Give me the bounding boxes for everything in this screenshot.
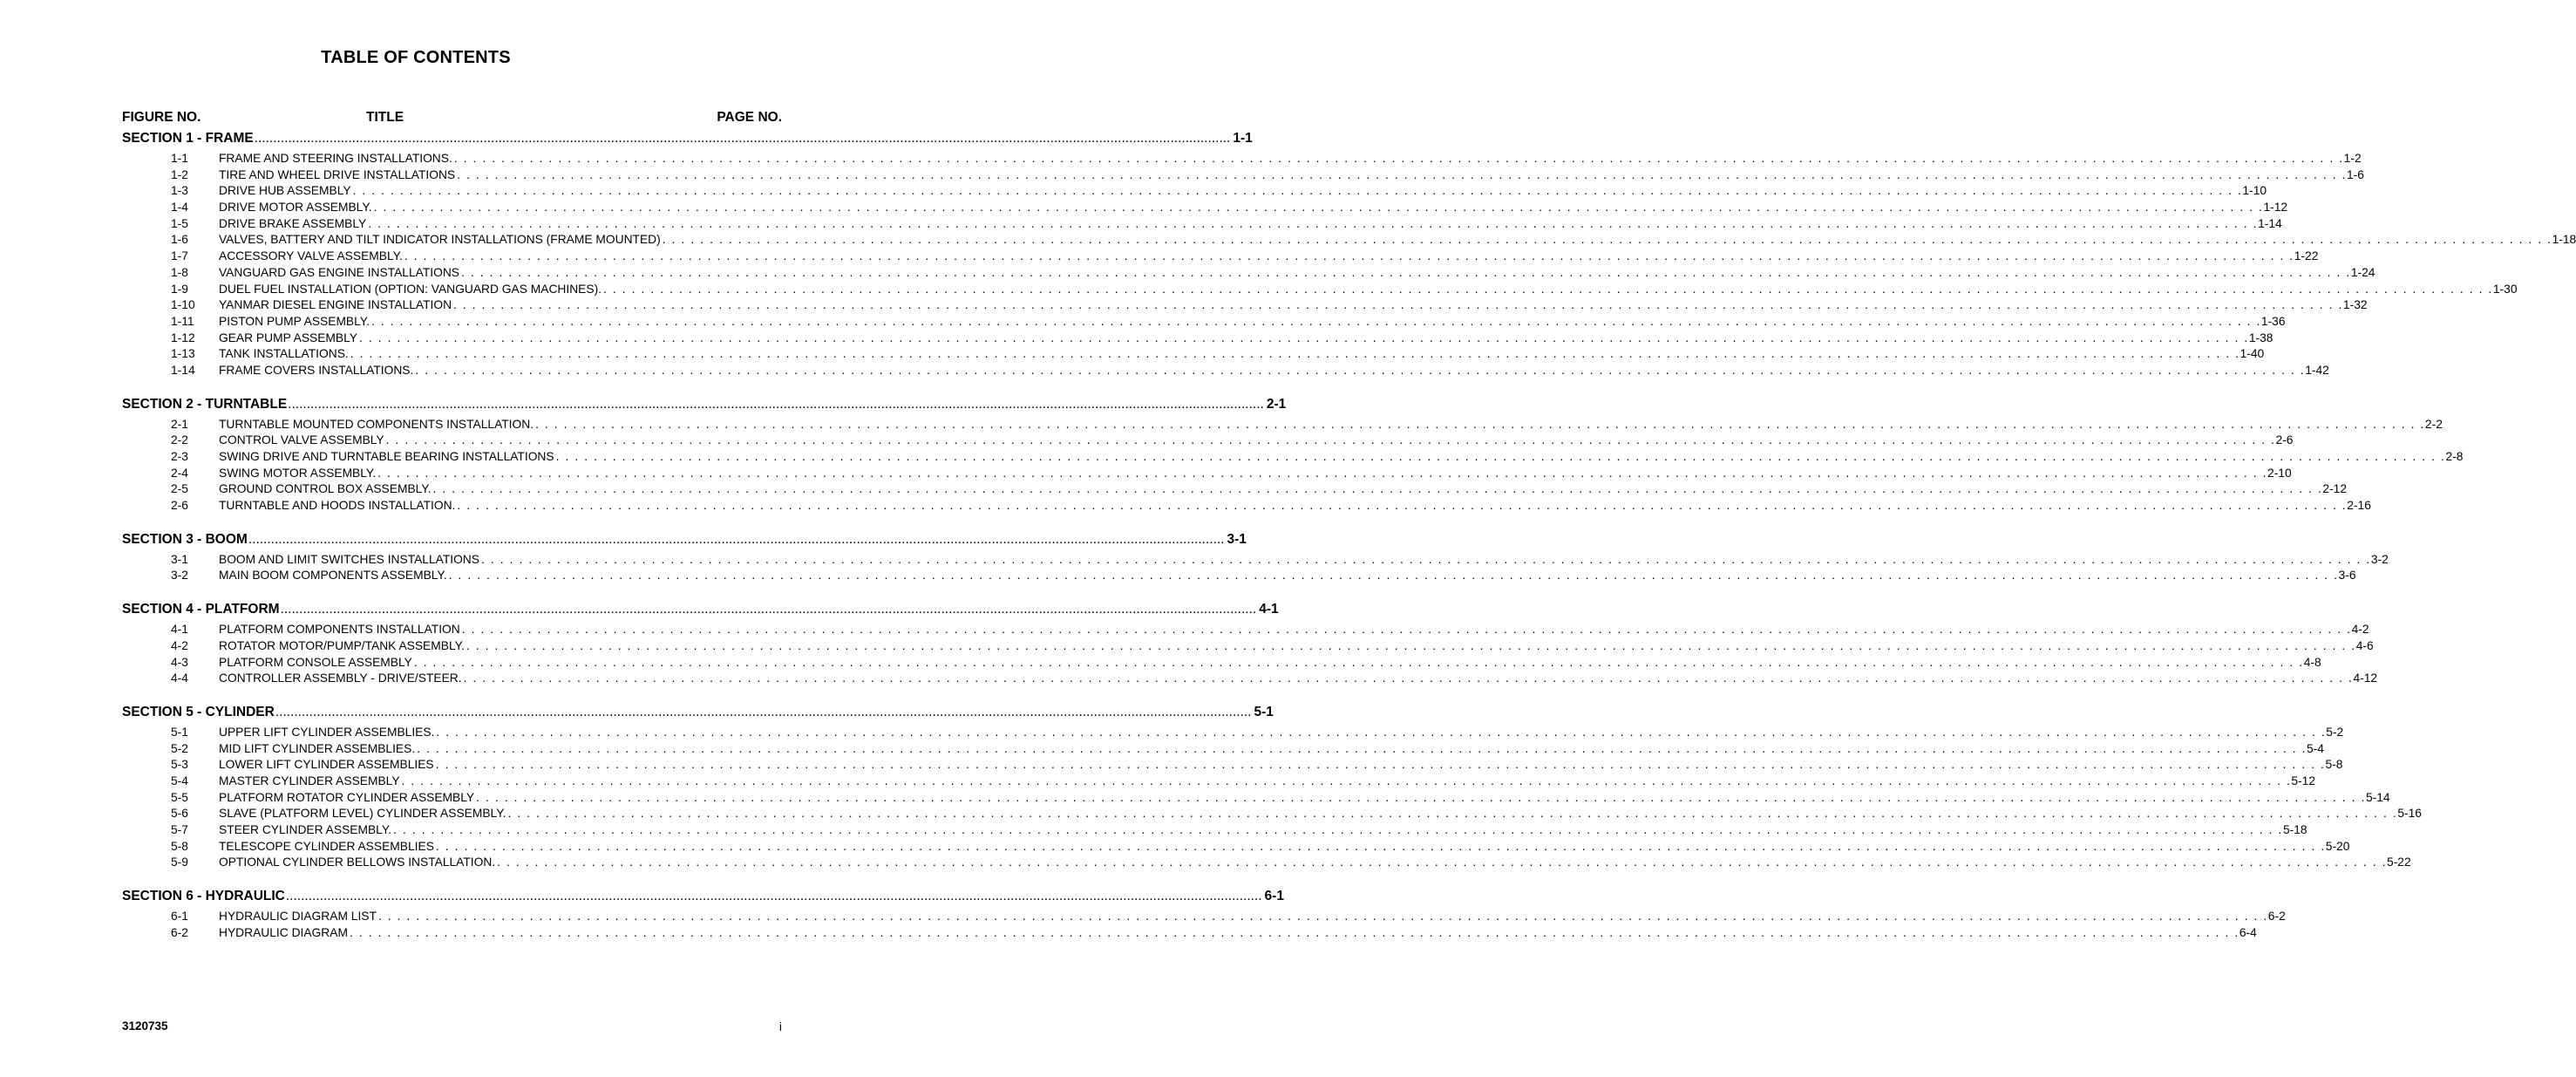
figure-title: MID LIFT CYLINDER ASSEMBLIES. [219, 741, 416, 755]
dot-leader: . . . . . . . . . . . . . . . . . . . . . . . . . . . . . . . . . . . . . . . . . . . . . . . . . . . . . . . . . . . . . . . . . . . . . . . . . . . . . . . . . . . . . . . . . . . . . . . . . . . . . . . . . . . . . . . . . . . . . . . . . . . . . . . . . . . . . . . . . . . . . . . . . . . . . . . . . . . . . . . . . . . . . . . . . . . . . . . . . . . . . . . . . . . . . . . . . . . . . . . . [436, 725, 2327, 739]
toc-entry[interactable] [171, 655, 2321, 671]
dot-leader: .................................................................................................................................................................................................................................................................... [285, 889, 1262, 904]
toc-entry[interactable] [171, 346, 2265, 363]
toc-entry[interactable] [171, 151, 2362, 167]
figure-page: 1-6 [2347, 167, 2364, 181]
section-heading[interactable] [122, 395, 1287, 414]
figure-title: CONTROL VALVE ASSEMBLY [219, 433, 384, 447]
dot-leader: .................................................................................................................................................................................................................................................................... [288, 396, 1264, 412]
figure-number: 1-14 [171, 363, 195, 377]
figure-title: PLATFORM CONSOLE ASSEMBLY [219, 655, 412, 669]
figure-title: UPPER LIFT CYLINDER ASSEMBLIES. [219, 725, 435, 739]
figure-page: 3-2 [2370, 552, 2389, 566]
figure-number: 1-8 [171, 265, 188, 279]
figure-title: CONTROLLER ASSEMBLY - DRIVE/STEER. [219, 671, 462, 685]
figure-page: 3-6 [2338, 569, 2356, 583]
dot-leader: . . . . . . . . . . . . . . . . . . . . . . . . . . . . . . . . . . . . . . . . . . . . . . . . . . . . . . . . . . . . . . . . . . . . . . . . . . . . . . . . . . . . . . . . . . . . . . . . . . . . . . . . . . . . . . . . . . . . . . . . . . . . . . . . . . . . . . . . . . . . . . . . . . . . . . . . . . . . . . . . . . . . . . . . . . . . . . . . . . . . . . . . . . . . . . . . . . . . . . . . [417, 741, 2308, 755]
section-page: 4-1 [1259, 602, 1279, 617]
section-heading[interactable] [122, 887, 1284, 906]
toc-entry[interactable] [171, 297, 2368, 314]
toc-entry[interactable] [171, 265, 2375, 282]
toc-section [122, 703, 2422, 871]
dot-leader: . . . . . . . . . . . . . . . . . . . . . . . . . . . . . . . . . . . . . . . . . . . . . . . . . . . . . . . . . . . . . . . . . . . . . . . . . . . . . . . . . . . . . . . . . . . . . . . . . . . . . . . . . . . . . . . . . . . . . . . . . . . . . . . . . . . . . . . . . . . . . . . . . . . . . . . . . . . . . . . . . . . . . . . . . . . . . . . . . . . . . . . . . . . . . . . . . . . . . . . . [393, 823, 2283, 836]
section-title: SECTION 4 - PLATFORM [122, 602, 280, 617]
dot-leader: . . . . . . . . . . . . . . . . . . . . . . . . . . . . . . . . . . . . . . . . . . . . . . . . . . . . . . . . . . . . . . . . . . . . . . . . . . . . . . . . . . . . . . . . . . . . . . . . . . . . . . . . . . . . . . . . . . . . . . . . . . . . . . . . . . . . . . . . . . . . . . . . . . . . . . . . . . . . . . . . . . . . . . . . . . . . . . . . . . . . . . . . . . . . . . . . . . . . . . . . [480, 552, 2371, 566]
figure-title: YANMAR DIESEL ENGINE INSTALLATION [219, 298, 452, 312]
figure-page: 1-10 [2242, 184, 2267, 198]
figure-number: 2-1 [171, 417, 188, 431]
dot-leader: . . . . . . . . . . . . . . . . . . . . . . . . . . . . . . . . . . . . . . . . . . . . . . . . . . . . . . . . . . . . . . . . . . . . . . . . . . . . . . . . . . . . . . . . . . . . . . . . . . . . . . . . . . . . . . . . . . . . . . . . . . . . . . . . . . . . . . . . . . . . . . . . . . . . . . . . . . . . . . . . . . . . . . . . . . . . . . . . . . . . . . . . . . . . . . . . . . . . . . . . [432, 482, 2323, 496]
figure-page: 1-38 [2248, 331, 2274, 344]
figure-page: 4-6 [2355, 638, 2374, 652]
toc-section [122, 887, 2286, 941]
figure-number: 1-10 [171, 298, 195, 312]
figure-page: 1-30 [2492, 282, 2518, 296]
figure-title: LOWER LIFT CYLINDER ASSEMBLIES [219, 758, 434, 772]
figure-title: FRAME COVERS INSTALLATIONS. [219, 363, 414, 377]
figure-page: 1-14 [2258, 216, 2282, 230]
figure-number: 1-9 [171, 282, 188, 296]
section-title: SECTION 3 - BOOM [122, 531, 248, 547]
figure-number: 2-4 [171, 466, 188, 480]
figure-title: FRAME AND STEERING INSTALLATIONS. [219, 152, 452, 165]
dot-leader: . . . . . . . . . . . . . . . . . . . . . . . . . . . . . . . . . . . . . . . . . . . . . . . . . . . . . . . . . . . . . . . . . . . . . . . . . . . . . . . . . . . . . . . . . . . . . . . . . . . . . . . . . . . . . . . . . . . . . . . . . . . . . . . . . . . . . . . . . . . . . . . . . . . . . . . . . . . . . . . . . . . . . . . . . . . . . . . . . . . . . . . . . . . . . . . . . . . . . . . . [415, 363, 2306, 377]
dot-leader: . . . . . . . . . . . . . . . . . . . . . . . . . . . . . . . . . . . . . . . . . . . . . . . . . . . . . . . . . . . . . . . . . . . . . . . . . . . . . . . . . . . . . . . . . . . . . . . . . . . . . . . . . . . . . . . . . . . . . . . . . . . . . . . . . . . . . . . . . . . . . . . . . . . . . . . . . . . . . . . . . . . . . . . . . . . . . . . . . . . . . . . . . . . . . . . . . . . . . . . . [435, 839, 2326, 853]
figure-number: 1-6 [171, 233, 188, 247]
dot-leader: . . . . . . . . . . . . . . . . . . . . . . . . . . . . . . . . . . . . . . . . . . . . . . . . . . . . . . . . . . . . . . . . . . . . . . . . . . . . . . . . . . . . . . . . . . . . . . . . . . . . . . . . . . . . . . . . . . . . . . . . . . . . . . . . . . . . . . . . . . . . . . . . . . . . . . . . . . . . . . . . . . . . . . . . . . . . . . . . . . . . . . . . . . . . . . . . . . . . . . . . [404, 249, 2294, 263]
figure-number: 1-2 [171, 167, 188, 181]
dot-leader: . . . . . . . . . . . . . . . . . . . . . . . . . . . . . . . . . . . . . . . . . . . . . . . . . . . . . . . . . . . . . . . . . . . . . . . . . . . . . . . . . . . . . . . . . . . . . . . . . . . . . . . . . . . . . . . . . . . . . . . . . . . . . . . . . . . . . . . . . . . . . . . . . . . . . . . . . . . . . . . . . . . . . . . . . . . . . . . . . . . . . . . . . . . . . . . . . . . . . . . . [368, 216, 2259, 230]
dot-leader: . . . . . . . . . . . . . . . . . . . . . . . . . . . . . . . . . . . . . . . . . . . . . . . . . . . . . . . . . . . . . . . . . . . . . . . . . . . . . . . . . . . . . . . . . . . . . . . . . . . . . . . . . . . . . . . . . . . . . . . . . . . . . . . . . . . . . . . . . . . . . . . . . . . . . . . . . . . . . . . . . . . . . . . . . . . . . . . . . . . . . . . . . . . . . . . . . . . . . . . . [435, 758, 2326, 772]
dot-leader: . . . . . . . . . . . . . . . . . . . . . . . . . . . . . . . . . . . . . . . . . . . . . . . . . . . . . . . . . . . . . . . . . . . . . . . . . . . . . . . . . . . . . . . . . . . . . . . . . . . . . . . . . . . . . . . . . . . . . . . . . . . . . . . . . . . . . . . . . . . . . . . . . . . . . . . . . . . . . . . . . . . . . . . . . . . . . . . . . . . . . . . . . . . . . . . . . . . . . . . . [371, 314, 2261, 328]
figure-title: MASTER CYLINDER ASSEMBLY [219, 774, 400, 787]
section-title: SECTION 2 - TURNTABLE [122, 396, 288, 412]
toc-section [122, 129, 2576, 379]
figure-page: 2-16 [2347, 499, 2371, 513]
figure-page: 4-2 [2351, 623, 2369, 637]
toc-entry[interactable] [171, 363, 2329, 379]
toc-entry[interactable] [171, 466, 2292, 482]
toc-entry[interactable] [171, 216, 2282, 233]
figure-page: 1-36 [2260, 314, 2286, 328]
figure-title: SWING MOTOR ASSEMBLY. [219, 466, 377, 480]
figure-number: 1-4 [171, 201, 188, 215]
figure-number: 1-11 [171, 314, 194, 328]
dot-leader: . . . . . . . . . . . . . . . . . . . . . . . . . . . . . . . . . . . . . . . . . . . . . . . . . . . . . . . . . . . . . . . . . . . . . . . . . . . . . . . . . . . . . . . . . . . . . . . . . . . . . . . . . . . . . . . . . . . . . . . . . . . . . . . . . . . . . . . . . . . . . . . . . . . . . . . . . . . . . . . . . . . . . . . . . . . . . . . . . . . . . . . . . . . . . . . . . . . . . . . . [476, 790, 2366, 804]
figure-page: 5-14 [2365, 790, 2390, 804]
document-number: 3120735 [122, 1019, 168, 1033]
figure-page: 2-8 [2445, 450, 2464, 463]
figure-number: 5-5 [171, 790, 188, 804]
figure-number: 1-1 [171, 152, 188, 165]
figure-page: 5-2 [2326, 725, 2344, 739]
figure-title: ACCESSORY VALVE ASSEMBLY. [219, 249, 403, 263]
figure-title: DRIVE HUB ASSEMBLY [219, 184, 351, 198]
figure-number: 4-2 [171, 638, 188, 652]
figure-number: 5-9 [171, 855, 188, 869]
section-heading[interactable] [122, 703, 1274, 722]
section-heading[interactable] [122, 530, 1247, 549]
toc-entry[interactable] [171, 855, 2411, 871]
toc-entry[interactable] [171, 925, 2257, 942]
figure-page: 1-42 [2305, 363, 2329, 377]
figure-number: 1-12 [171, 331, 195, 344]
figure-page: 4-8 [2303, 655, 2321, 669]
dot-leader: . . . . . . . . . . . . . . . . . . . . . . . . . . . . . . . . . . . . . . . . . . . . . . . . . . . . . . . . . . . . . . . . . . . . . . . . . . . . . . . . . . . . . . . . . . . . . . . . . . . . . . . . . . . . . . . . . . . . . . . . . . . . . . . . . . . . . . . . . . . . . . . . . . . . . . . . . . . . . . . . . . . . . . . . . . . . . . . . . . . . . . . . . . . . . . . . . . . . . . . . [603, 282, 2493, 296]
figure-title: DRIVE MOTOR ASSEMBLY. [219, 201, 372, 215]
page-no-header: PAGE NO. [717, 110, 782, 125]
dot-leader: . . . . . . . . . . . . . . . . . . . . . . . . . . . . . . . . . . . . . . . . . . . . . . . . . . . . . . . . . . . . . . . . . . . . . . . . . . . . . . . . . . . . . . . . . . . . . . . . . . . . . . . . . . . . . . . . . . . . . . . . . . . . . . . . . . . . . . . . . . . . . . . . . . . . . . . . . . . . . . . . . . . . . . . . . . . . . . . . . . . . . . . . . . . . . . . . . . . . . . . . [377, 910, 2268, 924]
figure-page: 5-16 [2397, 807, 2422, 821]
dot-leader: .................................................................................................................................................................................................................................................................... [254, 131, 1231, 146]
figure-number: 4-4 [171, 671, 188, 685]
section-page: 2-1 [1266, 396, 1287, 412]
dot-leader: .................................................................................................................................................................................................................................................................... [275, 704, 1252, 719]
figure-page: 2-6 [2275, 433, 2294, 447]
figure-page: 1-18 [2552, 233, 2576, 247]
dot-leader: . . . . . . . . . . . . . . . . . . . . . . . . . . . . . . . . . . . . . . . . . . . . . . . . . . . . . . . . . . . . . . . . . . . . . . . . . . . . . . . . . . . . . . . . . . . . . . . . . . . . . . . . . . . . . . . . . . . . . . . . . . . . . . . . . . . . . . . . . . . . . . . . . . . . . . . . . . . . . . . . . . . . . . . . . . . . . . . . . . . . . . . . . . . . . . . . . . . . . . . . [662, 233, 2552, 247]
section-title: SECTION 1 - FRAME [122, 131, 254, 146]
dot-leader: . . . . . . . . . . . . . . . . . . . . . . . . . . . . . . . . . . . . . . . . . . . . . . . . . . . . . . . . . . . . . . . . . . . . . . . . . . . . . . . . . . . . . . . . . . . . . . . . . . . . . . . . . . . . . . . . . . . . . . . . . . . . . . . . . . . . . . . . . . . . . . . . . . . . . . . . . . . . . . . . . . . . . . . . . . . . . . . . . . . . . . . . . . . . . . . . . . . . . . . . [466, 638, 2356, 652]
figure-title: PISTON PUMP ASSEMBLY. [219, 314, 370, 328]
dot-leader: . . . . . . . . . . . . . . . . . . . . . . . . . . . . . . . . . . . . . . . . . . . . . . . . . . . . . . . . . . . . . . . . . . . . . . . . . . . . . . . . . . . . . . . . . . . . . . . . . . . . . . . . . . . . . . . . . . . . . . . . . . . . . . . . . . . . . . . . . . . . . . . . . . . . . . . . . . . . . . . . . . . . . . . . . . . . . . . . . . . . . . . . . . . . . . . . . . . . . . . . [448, 569, 2339, 583]
figure-number: 1-3 [171, 184, 188, 198]
figure-number: 5-7 [171, 823, 188, 836]
dot-leader: . . . . . . . . . . . . . . . . . . . . . . . . . . . . . . . . . . . . . . . . . . . . . . . . . . . . . . . . . . . . . . . . . . . . . . . . . . . . . . . . . . . . . . . . . . . . . . . . . . . . . . . . . . . . . . . . . . . . . . . . . . . . . . . . . . . . . . . . . . . . . . . . . . . . . . . . . . . . . . . . . . . . . . . . . . . . . . . . . . . . . . . . . . . . . . . . . . . . . . . . [385, 433, 2276, 447]
toc-entry[interactable] [171, 314, 2286, 331]
dot-leader: . . . . . . . . . . . . . . . . . . . . . . . . . . . . . . . . . . . . . . . . . . . . . . . . . . . . . . . . . . . . . . . . . . . . . . . . . . . . . . . . . . . . . . . . . . . . . . . . . . . . . . . . . . . . . . . . . . . . . . . . . . . . . . . . . . . . . . . . . . . . . . . . . . . . . . . . . . . . . . . . . . . . . . . . . . . . . . . . . . . . . . . . . . . . . . . . . . . . . . . . [555, 450, 2446, 463]
dot-leader: . . . . . . . . . . . . . . . . . . . . . . . . . . . . . . . . . . . . . . . . . . . . . . . . . . . . . . . . . . . . . . . . . . . . . . . . . . . . . . . . . . . . . . . . . . . . . . . . . . . . . . . . . . . . . . . . . . . . . . . . . . . . . . . . . . . . . . . . . . . . . . . . . . . . . . . . . . . . . . . . . . . . . . . . . . . . . . . . . . . . . . . . . . . . . . . . . . . . . . . . [457, 499, 2348, 513]
dot-leader: . . . . . . . . . . . . . . . . . . . . . . . . . . . . . . . . . . . . . . . . . . . . . . . . . . . . . . . . . . . . . . . . . . . . . . . . . . . . . . . . . . . . . . . . . . . . . . . . . . . . . . . . . . . . . . . . . . . . . . . . . . . . . . . . . . . . . . . . . . . . . . . . . . . . . . . . . . . . . . . . . . . . . . . . . . . . . . . . . . . . . . . . . . . . . . . . . . . . . . . . [358, 331, 2249, 344]
figure-number: 3-2 [171, 569, 188, 583]
figure-title: BOOM AND LIMIT SWITCHES INSTALLATIONS [219, 552, 479, 566]
figure-number: 2-5 [171, 482, 188, 496]
figure-number: 4-3 [171, 655, 188, 669]
toc-entry[interactable] [171, 741, 2324, 758]
toc-entry[interactable] [171, 183, 2267, 200]
dot-leader: . . . . . . . . . . . . . . . . . . . . . . . . . . . . . . . . . . . . . . . . . . . . . . . . . . . . . . . . . . . . . . . . . . . . . . . . . . . . . . . . . . . . . . . . . . . . . . . . . . . . . . . . . . . . . . . . . . . . . . . . . . . . . . . . . . . . . . . . . . . . . . . . . . . . . . . . . . . . . . . . . . . . . . . . . . . . . . . . . . . . . . . . . . . . . . . . . . . . . . . . [453, 298, 2343, 312]
dot-leader: . . . . . . . . . . . . . . . . . . . . . . . . . . . . . . . . . . . . . . . . . . . . . . . . . . . . . . . . . . . . . . . . . . . . . . . . . . . . . . . . . . . . . . . . . . . . . . . . . . . . . . . . . . . . . . . . . . . . . . . . . . . . . . . . . . . . . . . . . . . . . . . . . . . . . . . . . . . . . . . . . . . . . . . . . . . . . . . . . . . . . . . . . . . . . . . . . . . . . . . . [377, 466, 2268, 480]
figure-title: MAIN BOOM COMPONENTS ASSEMBLY. [219, 569, 447, 583]
figure-page: 2-12 [2322, 482, 2348, 496]
toc-entry[interactable] [171, 417, 2443, 433]
figure-title: TIRE AND WHEEL DRIVE INSTALLATIONS [219, 167, 456, 181]
figure-number: 5-4 [171, 774, 188, 787]
figure-number: 6-1 [171, 910, 188, 924]
toc-entry[interactable] [171, 568, 2356, 584]
toc-entry[interactable] [171, 822, 2308, 839]
toc-entry[interactable] [171, 249, 2319, 265]
dot-leader: . . . . . . . . . . . . . . . . . . . . . . . . . . . . . . . . . . . . . . . . . . . . . . . . . . . . . . . . . . . . . . . . . . . . . . . . . . . . . . . . . . . . . . . . . . . . . . . . . . . . . . . . . . . . . . . . . . . . . . . . . . . . . . . . . . . . . . . . . . . . . . . . . . . . . . . . . . . . . . . . . . . . . . . . . . . . . . . . . . . . . . . . . . . . . . . . . . . . . . . . [352, 184, 2243, 198]
column-headers [122, 110, 782, 127]
figure-page: 5-20 [2325, 839, 2350, 853]
figure-number: 4-1 [171, 623, 188, 637]
section-page: 1-1 [1233, 131, 1253, 146]
figure-page: 5-12 [2291, 774, 2316, 787]
page-number: i [778, 1019, 782, 1033]
toc-entry[interactable] [171, 282, 2518, 298]
toc-entry[interactable] [171, 671, 2378, 687]
figure-number: 5-8 [171, 839, 188, 853]
toc-entry[interactable] [171, 774, 2316, 790]
dot-leader: . . . . . . . . . . . . . . . . . . . . . . . . . . . . . . . . . . . . . . . . . . . . . . . . . . . . . . . . . . . . . . . . . . . . . . . . . . . . . . . . . . . . . . . . . . . . . . . . . . . . . . . . . . . . . . . . . . . . . . . . . . . . . . . . . . . . . . . . . . . . . . . . . . . . . . . . . . . . . . . . . . . . . . . . . . . . . . . . . . . . . . . . . . . . . . . . . . . . . . . . [461, 265, 2351, 279]
section-heading[interactable] [122, 129, 1253, 148]
figure-number: 5-3 [171, 758, 188, 772]
figure-title: TELESCOPE CYLINDER ASSEMBLIES [219, 839, 434, 853]
toc-entry[interactable] [171, 790, 2390, 807]
toc-entry[interactable] [171, 433, 2294, 449]
toc-entry[interactable] [171, 909, 2286, 925]
figure-title: VANGUARD GAS ENGINE INSTALLATIONS [219, 265, 459, 279]
dot-leader: . . . . . . . . . . . . . . . . . . . . . . . . . . . . . . . . . . . . . . . . . . . . . . . . . . . . . . . . . . . . . . . . . . . . . . . . . . . . . . . . . . . . . . . . . . . . . . . . . . . . . . . . . . . . . . . . . . . . . . . . . . . . . . . . . . . . . . . . . . . . . . . . . . . . . . . . . . . . . . . . . . . . . . . . . . . . . . . . . . . . . . . . . . . . . . . . . . . . . . . . [349, 925, 2240, 939]
figure-page: 5-18 [2282, 823, 2308, 836]
figure-number: 2-3 [171, 450, 188, 463]
toc-entry[interactable] [171, 331, 2274, 347]
figure-no-header: FIGURE NO. [122, 110, 201, 125]
figure-number: 5-1 [171, 725, 188, 739]
figure-title: HYDRAULIC DIAGRAM [219, 925, 348, 939]
figure-page: 6-4 [2239, 925, 2257, 939]
figure-page: 1-22 [2294, 249, 2319, 263]
title-header: TITLE [366, 110, 404, 125]
figure-title: SLAVE (PLATFORM LEVEL) CYLINDER ASSEMBLY. [219, 807, 506, 821]
figure-title: ROTATOR MOTOR/PUMP/TANK ASSEMBLY. [219, 638, 465, 652]
dot-leader: . . . . . . . . . . . . . . . . . . . . . . . . . . . . . . . . . . . . . . . . . . . . . . . . . . . . . . . . . . . . . . . . . . . . . . . . . . . . . . . . . . . . . . . . . . . . . . . . . . . . . . . . . . . . . . . . . . . . . . . . . . . . . . . . . . . . . . . . . . . . . . . . . . . . . . . . . . . . . . . . . . . . . . . . . . . . . . . . . . . . . . . . . . . . . . . . . . . . . . . . [507, 807, 2398, 821]
figure-page: 5-22 [2387, 855, 2411, 869]
figure-number: 2-6 [171, 499, 188, 513]
toc-entry[interactable] [171, 757, 2343, 774]
figure-title: HYDRAULIC DIAGRAM LIST [219, 910, 377, 924]
toc-entry[interactable] [171, 638, 2374, 655]
figure-number: 5-2 [171, 741, 188, 755]
figure-number: 6-2 [171, 925, 188, 939]
figure-number: 5-6 [171, 807, 188, 821]
dot-leader: . . . . . . . . . . . . . . . . . . . . . . . . . . . . . . . . . . . . . . . . . . . . . . . . . . . . . . . . . . . . . . . . . . . . . . . . . . . . . . . . . . . . . . . . . . . . . . . . . . . . . . . . . . . . . . . . . . . . . . . . . . . . . . . . . . . . . . . . . . . . . . . . . . . . . . . . . . . . . . . . . . . . . . . . . . . . . . . . . . . . . . . . . . . . . . . . . . . . . . . . [401, 774, 2292, 787]
section-title: SECTION 6 - HYDRAULIC [122, 889, 285, 904]
section-page: 5-1 [1254, 704, 1274, 719]
figure-title: STEER CYLINDER ASSEMBLY. [219, 823, 392, 836]
figure-title: TANK INSTALLATIONS. [219, 347, 349, 361]
figure-title: OPTIONAL CYLINDER BELLOWS INSTALLATION. [219, 855, 496, 869]
figure-number: 1-7 [171, 249, 188, 263]
toc-entry[interactable] [171, 167, 2364, 184]
dot-leader: . . . . . . . . . . . . . . . . . . . . . . . . . . . . . . . . . . . . . . . . . . . . . . . . . . . . . . . . . . . . . . . . . . . . . . . . . . . . . . . . . . . . . . . . . . . . . . . . . . . . . . . . . . . . . . . . . . . . . . . . . . . . . . . . . . . . . . . . . . . . . . . . . . . . . . . . . . . . . . . . . . . . . . . . . . . . . . . . . . . . . . . . . . . . . . . . . . . . . . . . [373, 201, 2264, 215]
toc-entry[interactable] [171, 806, 2422, 822]
toc-entry[interactable] [171, 200, 2288, 216]
toc-list [122, 129, 2576, 957]
figure-title: DRIVE BRAKE ASSEMBLY [219, 216, 367, 230]
figure-page: 2-2 [2424, 417, 2443, 431]
figure-number: 1-5 [171, 216, 188, 230]
section-page: 3-1 [1227, 531, 1247, 547]
figure-page: 1-40 [2240, 347, 2265, 361]
dot-leader: . . . . . . . . . . . . . . . . . . . . . . . . . . . . . . . . . . . . . . . . . . . . . . . . . . . . . . . . . . . . . . . . . . . . . . . . . . . . . . . . . . . . . . . . . . . . . . . . . . . . . . . . . . . . . . . . . . . . . . . . . . . . . . . . . . . . . . . . . . . . . . . . . . . . . . . . . . . . . . . . . . . . . . . . . . . . . . . . . . . . . . . . . . . . . . . . . . . . . . . . [497, 855, 2388, 869]
dot-leader: . . . . . . . . . . . . . . . . . . . . . . . . . . . . . . . . . . . . . . . . . . . . . . . . . . . . . . . . . . . . . . . . . . . . . . . . . . . . . . . . . . . . . . . . . . . . . . . . . . . . . . . . . . . . . . . . . . . . . . . . . . . . . . . . . . . . . . . . . . . . . . . . . . . . . . . . . . . . . . . . . . . . . . . . . . . . . . . . . . . . . . . . . . . . . . . . . . . . . . . . [413, 655, 2304, 669]
dot-leader: .................................................................................................................................................................................................................................................................... [280, 602, 1257, 617]
figure-title: GROUND CONTROL BOX ASSEMBLY. [219, 482, 432, 496]
figure-title: TURNTABLE AND HOODS INSTALLATION. [219, 499, 456, 513]
figure-number: 3-1 [171, 552, 188, 566]
toc-entry[interactable] [171, 622, 2369, 638]
figure-title: DUEL FUEL INSTALLATION (OPTION: VANGUARD GAS MACHINES). [219, 282, 602, 296]
section-page: 6-1 [1264, 889, 1284, 904]
figure-page: 5-8 [2325, 758, 2343, 772]
figure-title: VALVES, BATTERY AND TILT INDICATOR INSTALLATIONS (FRAME MOUNTED) [219, 233, 661, 247]
figure-page: 5-4 [2307, 741, 2324, 755]
dot-leader: . . . . . . . . . . . . . . . . . . . . . . . . . . . . . . . . . . . . . . . . . . . . . . . . . . . . . . . . . . . . . . . . . . . . . . . . . . . . . . . . . . . . . . . . . . . . . . . . . . . . . . . . . . . . . . . . . . . . . . . . . . . . . . . . . . . . . . . . . . . . . . . . . . . . . . . . . . . . . . . . . . . . . . . . . . . . . . . . . . . . . . . . . . . . . . . . . . . . . . . . [461, 623, 2352, 637]
toc-entry[interactable] [171, 449, 2464, 466]
toc-section [122, 530, 2389, 584]
toc-entry[interactable] [171, 552, 2389, 569]
figure-number: 1-13 [171, 347, 195, 361]
figure-page: 1-12 [2263, 201, 2288, 215]
section-heading[interactable] [122, 600, 1279, 619]
figure-title: PLATFORM COMPONENTS INSTALLATION [219, 623, 460, 637]
figure-page: 1-2 [2343, 152, 2362, 165]
figure-title: PLATFORM ROTATOR CYLINDER ASSEMBLY [219, 790, 475, 804]
figure-title: GEAR PUMP ASSEMBLY [219, 331, 357, 344]
toc-entry[interactable] [171, 232, 2576, 249]
toc-section [122, 600, 2378, 687]
dot-leader: . . . . . . . . . . . . . . . . . . . . . . . . . . . . . . . . . . . . . . . . . . . . . . . . . . . . . . . . . . . . . . . . . . . . . . . . . . . . . . . . . . . . . . . . . . . . . . . . . . . . . . . . . . . . . . . . . . . . . . . . . . . . . . . . . . . . . . . . . . . . . . . . . . . . . . . . . . . . . . . . . . . . . . . . . . . . . . . . . . . . . . . . . . . . . . . . . . . . . . . . [457, 167, 2347, 181]
dot-leader: . . . . . . . . . . . . . . . . . . . . . . . . . . . . . . . . . . . . . . . . . . . . . . . . . . . . . . . . . . . . . . . . . . . . . . . . . . . . . . . . . . . . . . . . . . . . . . . . . . . . . . . . . . . . . . . . . . . . . . . . . . . . . . . . . . . . . . . . . . . . . . . . . . . . . . . . . . . . . . . . . . . . . . . . . . . . . . . . . . . . . . . . . . . . . . . . . . . . . . . . [535, 417, 2425, 431]
toc-entry[interactable] [171, 498, 2371, 515]
page-title: TABLE OF CONTENTS [321, 48, 511, 67]
figure-page: 1-24 [2350, 265, 2375, 279]
figure-page: 4-12 [2353, 671, 2378, 685]
dot-leader: . . . . . . . . . . . . . . . . . . . . . . . . . . . . . . . . . . . . . . . . . . . . . . . . . . . . . . . . . . . . . . . . . . . . . . . . . . . . . . . . . . . . . . . . . . . . . . . . . . . . . . . . . . . . . . . . . . . . . . . . . . . . . . . . . . . . . . . . . . . . . . . . . . . . . . . . . . . . . . . . . . . . . . . . . . . . . . . . . . . . . . . . . . . . . . . . . . . . . . . . [350, 347, 2240, 361]
toc-entry[interactable] [171, 839, 2350, 855]
figure-page: 6-2 [2267, 910, 2286, 924]
toc-entry[interactable] [171, 725, 2344, 741]
figure-title: TURNTABLE MOUNTED COMPONENTS INSTALLATION. [219, 417, 534, 431]
dot-leader: . . . . . . . . . . . . . . . . . . . . . . . . . . . . . . . . . . . . . . . . . . . . . . . . . . . . . . . . . . . . . . . . . . . . . . . . . . . . . . . . . . . . . . . . . . . . . . . . . . . . . . . . . . . . . . . . . . . . . . . . . . . . . . . . . . . . . . . . . . . . . . . . . . . . . . . . . . . . . . . . . . . . . . . . . . . . . . . . . . . . . . . . . . . . . . . . . . . . . . . . [453, 152, 2344, 165]
section-title: SECTION 5 - CYLINDER [122, 704, 275, 719]
figure-page: 1-32 [2342, 298, 2368, 312]
dot-leader: . . . . . . . . . . . . . . . . . . . . . . . . . . . . . . . . . . . . . . . . . . . . . . . . . . . . . . . . . . . . . . . . . . . . . . . . . . . . . . . . . . . . . . . . . . . . . . . . . . . . . . . . . . . . . . . . . . . . . . . . . . . . . . . . . . . . . . . . . . . . . . . . . . . . . . . . . . . . . . . . . . . . . . . . . . . . . . . . . . . . . . . . . . . . . . . . . . . . . . . . [463, 671, 2354, 685]
figure-page: 2-10 [2267, 466, 2292, 480]
dot-leader: .................................................................................................................................................................................................................................................................... [248, 531, 1225, 547]
figure-number: 2-2 [171, 433, 188, 447]
figure-title: SWING DRIVE AND TURNTABLE BEARING INSTALLATIONS [219, 450, 554, 463]
toc-section [122, 395, 2464, 515]
toc-entry[interactable] [171, 481, 2348, 498]
